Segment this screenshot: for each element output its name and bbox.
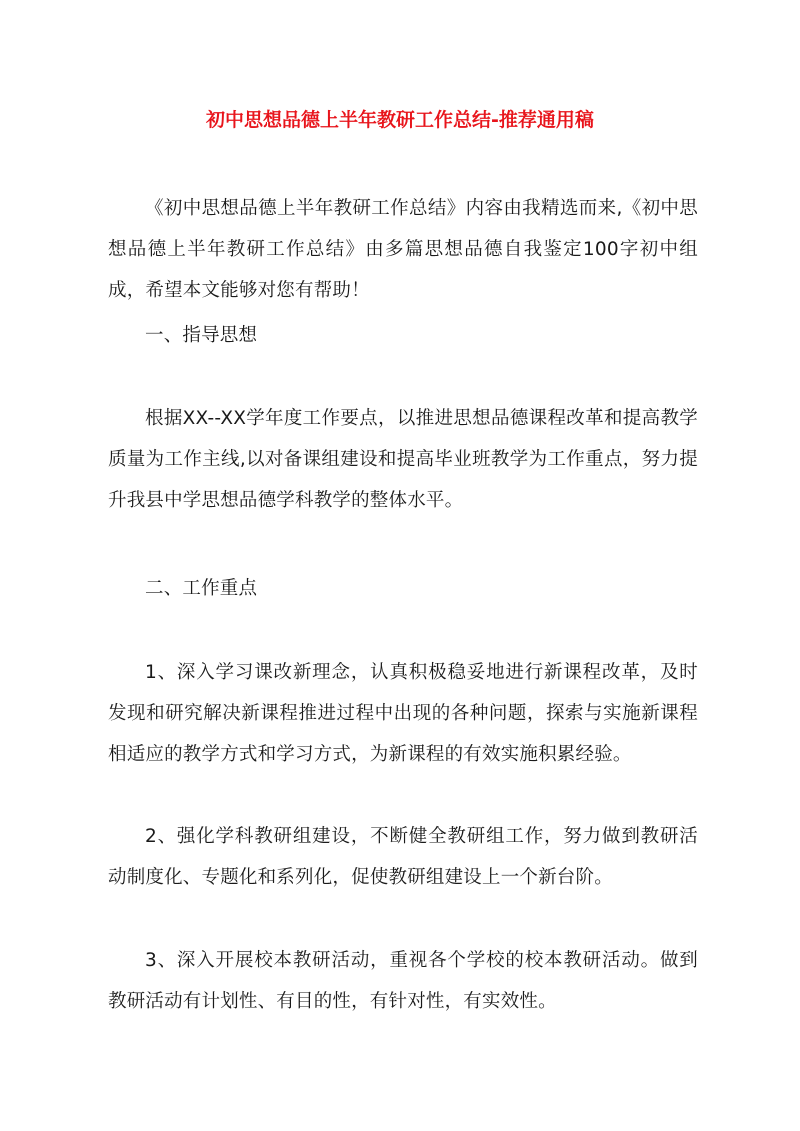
section-heading-work-focus: 二、工作重点 (145, 578, 258, 599)
work-focus-item-2: 2、强化学科教研组建设，不断健全教研组工作，努力做到教研活动制度化、专题化和系列化，促使教研组建设上一个新台阶。 (108, 826, 698, 888)
work-focus-item-1: 1、深入学习课改新理念，认真积极稳妥地进行新课程改革，及时发现和研究解决新课程推进过程中出现的各种问题，探索与实施新课程相适应的教学方式和学习方式，为新课程的有效实施积累经验。 (108, 662, 698, 765)
section-heading-guiding-ideology: 一、指导思想 (145, 325, 258, 346)
intro-paragraph: 《初中思想品德上半年教研工作总结》内容由我精选而来,《初中思想品德上半年教研工作总结》由多篇思想品德自我鉴定100字初中组成，希望本文能够对您有帮助！ (108, 198, 698, 301)
section-paragraph-guiding-ideology: 根据XX--XX学年度工作要点，以推进思想品德课程改革和提高教学质量为工作主线,以对备课组建设和提高毕业班教学为工作重点，努力提升我县中学思想品德学科教学的整体水平。 (108, 408, 698, 511)
work-focus-item-3: 3、深入开展校本教研活动，重视各个学校的校本教研活动。做到教研活动有计划性、有目的性，有针对性，有实效性。 (108, 950, 698, 1012)
document-title: 初中思想品德上半年教研工作总结-推荐通用稿 (206, 109, 594, 131)
